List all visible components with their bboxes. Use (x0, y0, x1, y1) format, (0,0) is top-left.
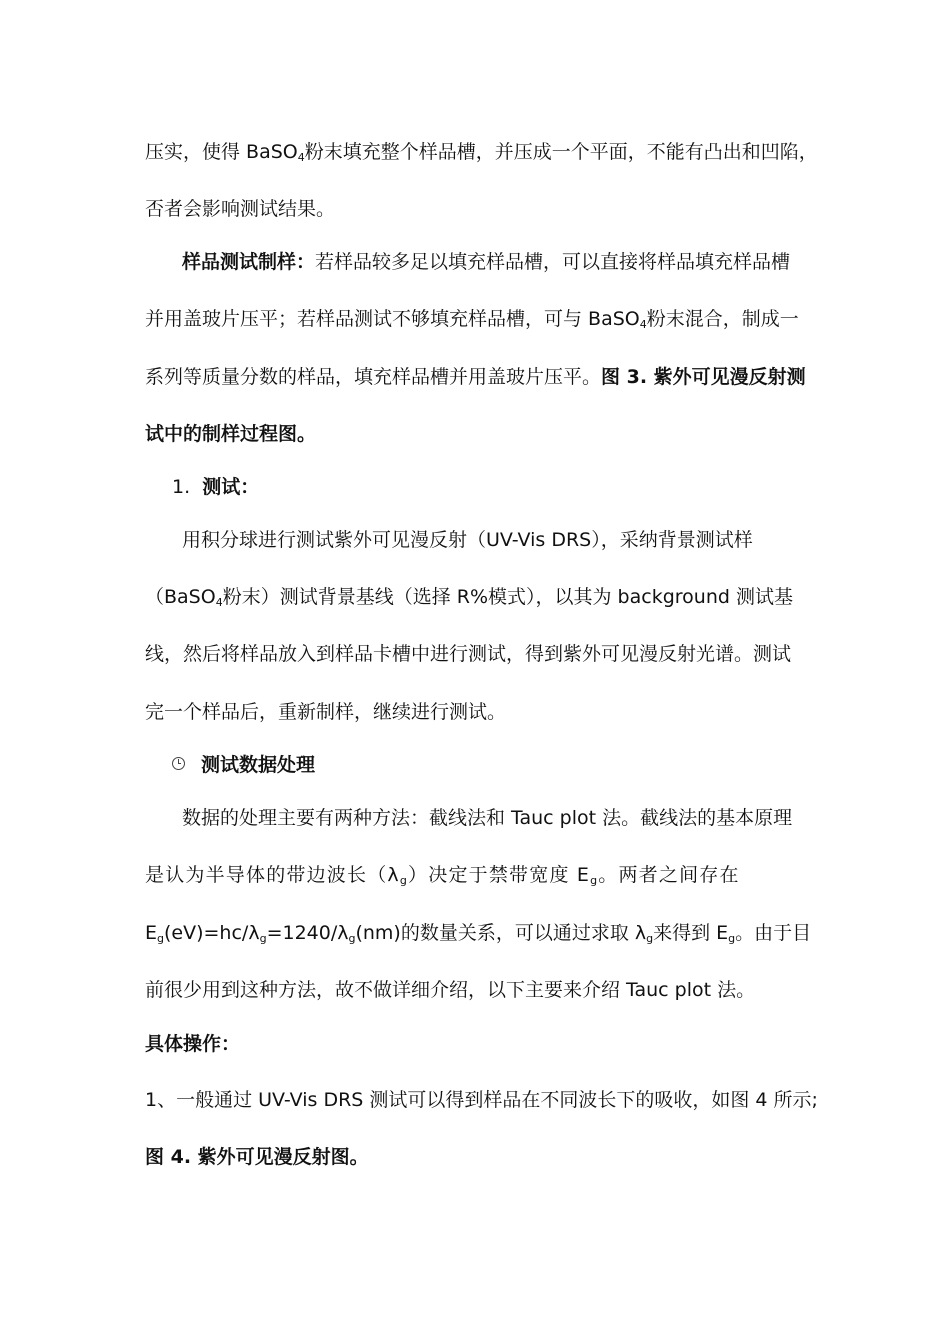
section-title: 测试： (202, 476, 260, 498)
figure3-caption-cont: 试中的制样过程图。 (145, 423, 317, 445)
para2-line1 (182, 249, 847, 275)
text: E (145, 922, 158, 944)
section-heading-test (172, 474, 837, 500)
subscript: 4 (639, 318, 647, 331)
subscript: g (399, 874, 409, 887)
text: ）决定于禁带宽度 E (408, 864, 591, 886)
text: =1240/λ (266, 922, 349, 944)
operations-step1: 1、一般通过 UV-Vis DRS 测试可以得到样品在不同波长下的吸收，如图 4 所示; (145, 1089, 818, 1111)
text: 压实，使得 BaSO (145, 141, 298, 163)
para4-line3 (145, 920, 810, 946)
para2-line2 (145, 306, 810, 332)
subscript: g (157, 932, 164, 945)
para3-line2 (145, 584, 810, 610)
text: (eV)=hc/λ (164, 922, 260, 944)
para2-line3 (145, 364, 810, 390)
para3-line3: 线，然后将样品放入到样品卡槽中进行测试，得到紫外可见漫反射光谱。测试 (145, 643, 792, 665)
para3-line1: 用积分球进行测试紫外可见漫反射（UV-Vis DRS），采纳背景测试样 (182, 529, 753, 551)
subscript: 4 (297, 151, 305, 164)
subscript: g (348, 932, 356, 945)
text: 系列等质量分数的样品，填充样品槽并用盖玻片压平。 (145, 366, 602, 388)
subscript: g (590, 874, 599, 887)
text: 是认为半导体的带边波长（λ (145, 864, 400, 886)
text: (nm)的数量关系，可以通过求取 λ (355, 922, 647, 944)
section-heading-data (172, 752, 837, 778)
clock-icon (172, 757, 185, 770)
text: 并用盖玻片压平；若样品测试不够填充样品槽，可与 BaSO (145, 308, 640, 330)
subscript: 4 (215, 596, 223, 609)
subscript: g (259, 932, 267, 945)
para3-line4: 完一个样品后，重新制样，继续进行测试。 (145, 701, 507, 723)
para4-line1: 数据的处理主要有两种方法：截线法和 Tauc plot 法。截线法的基本原理 (182, 807, 793, 829)
para4-line2 (145, 862, 810, 888)
text: 。两者之间存在 (598, 864, 740, 886)
text: 粉末）测试背景基线（选择 R%模式），以其为 background 测试基 (222, 586, 793, 608)
para1-line2: 否者会影响测试结果。 (145, 198, 336, 220)
text: 。由于目 (735, 922, 812, 944)
text: 来得到 E (653, 922, 729, 944)
text: （BaSO (145, 586, 216, 608)
subscript: g (646, 932, 654, 945)
text: 粉末填充整个样品槽，并压成一个平面，不能有凸出和凹陷， (304, 141, 818, 163)
section-title: 测试数据处理 (201, 754, 316, 776)
para4-line4: 前很少用到这种方法，故不做详细介绍，以下主要来介绍 Tauc plot 法。 (145, 979, 756, 1001)
figure3-caption: 图 3. 紫外可见漫反射测 (601, 366, 806, 388)
operations-heading: 具体操作： (145, 1033, 241, 1055)
subscript: g (728, 932, 736, 945)
section-number: 1. (172, 476, 191, 498)
figure4-caption: 图 4. 紫外可见漫反射图。 (145, 1146, 369, 1168)
text: 若样品较多足以填充样品槽，可以直接将样品填充样品槽 (315, 251, 791, 273)
sample-prep-label: 样品测试制样： (182, 251, 316, 273)
para1-line1 (145, 139, 818, 165)
text: 粉末混合，制成一 (646, 308, 799, 330)
